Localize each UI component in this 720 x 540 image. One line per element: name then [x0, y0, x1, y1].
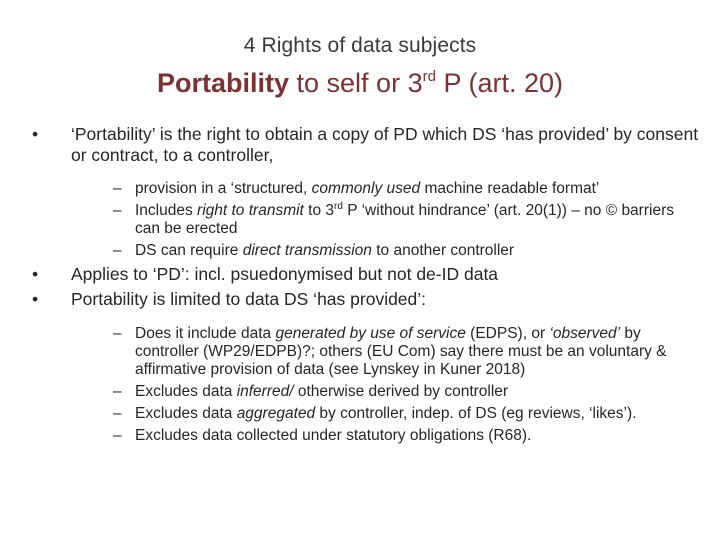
sub-bullet-text: Excludes data: [135, 405, 237, 422]
bullet-marker: •: [32, 264, 39, 284]
sub-bullet-item: [30, 202, 700, 238]
sub-bullet-text: by controller (WP29/EDPB)?; others (EU Com) say there must be an voluntary & affirmative provision of data (see Lynskey in Kuner 2018): [135, 325, 667, 378]
bullet-text: Portability is limited to data DS ‘has provided’:: [71, 289, 427, 309]
sub-bullet-item: [30, 427, 700, 445]
sub-bullet-emphasis: direct transmission: [242, 242, 372, 259]
sub-bullet-text: otherwise derived by controller: [293, 383, 509, 400]
bullet-item: [30, 264, 700, 285]
sub-bullet-text: to another controller: [371, 242, 515, 259]
slide-content: [30, 124, 700, 445]
bullet-item: [30, 124, 700, 166]
title-bold: Portability: [156, 68, 290, 98]
sub-bullet-item: [30, 383, 700, 401]
sub-bullet-text: provision in a ‘structured,: [135, 180, 312, 197]
sub-bullet-text: Excludes data: [135, 383, 237, 400]
sub-bullet-emphasis: right to transmit: [197, 202, 304, 219]
title-text-end: P (art. 20): [435, 68, 563, 98]
bullet-text: Applies to ‘PD’: incl. psuedonymised but not de-ID data: [71, 264, 499, 284]
sub-bullet-item: [30, 180, 700, 198]
bullet-marker: •: [32, 289, 39, 309]
sub-bullet-text: by controller, indep. of DS (eg reviews, ‘likes’).: [315, 405, 637, 422]
bullet-marker: •: [32, 124, 39, 144]
dash-marker: –: [113, 383, 122, 400]
sub-bullet-emphasis: generated by use of service: [275, 325, 466, 342]
dash-marker: –: [113, 242, 122, 259]
dash-marker: –: [113, 202, 122, 219]
sub-bullet-emphasis: commonly used: [311, 180, 421, 197]
sub-bullet-text: machine readable format’: [420, 180, 600, 197]
sub-bullet-text: to 3: [303, 202, 335, 219]
sub-bullet-item: [30, 242, 700, 260]
title-superscript: rd: [422, 68, 436, 85]
sub-bullet-text: P ‘without hindrance’ (art. 20(1)) – no © barriers can be erected: [135, 202, 674, 237]
sub-bullet-item: [30, 405, 700, 423]
sub-bullet-emphasis: aggregated: [236, 405, 316, 422]
slide-title: [0, 68, 720, 99]
bullet-item: [30, 289, 700, 310]
sub-bullet-item: [30, 325, 700, 379]
slide-supertitle: 4 Rights of data subjects: [243, 34, 477, 57]
dash-marker: –: [113, 427, 122, 444]
sub-bullet-text: Includes: [135, 202, 198, 219]
sub-bullet-text: (EDPS), or: [465, 325, 550, 342]
dash-marker: –: [113, 325, 122, 342]
bullet-text: ‘Portability’ is the right to obtain a copy of PD which DS ‘has provided’ by consent or contract, to a controller,: [71, 124, 699, 165]
sub-bullet-text: Excludes data collected under statutory obligations (R68).: [135, 427, 532, 444]
sub-bullet-superscript: rd: [334, 201, 343, 212]
sub-bullet-text: Does it include data: [135, 325, 276, 342]
title-text: to self or 3: [289, 68, 423, 98]
sub-bullet-text: DS can require: [135, 242, 243, 259]
sub-bullet-emphasis: inferred/: [236, 383, 294, 400]
dash-marker: –: [113, 405, 122, 422]
sub-bullet-emphasis: ‘observed’: [549, 325, 621, 342]
dash-marker: –: [113, 180, 122, 197]
